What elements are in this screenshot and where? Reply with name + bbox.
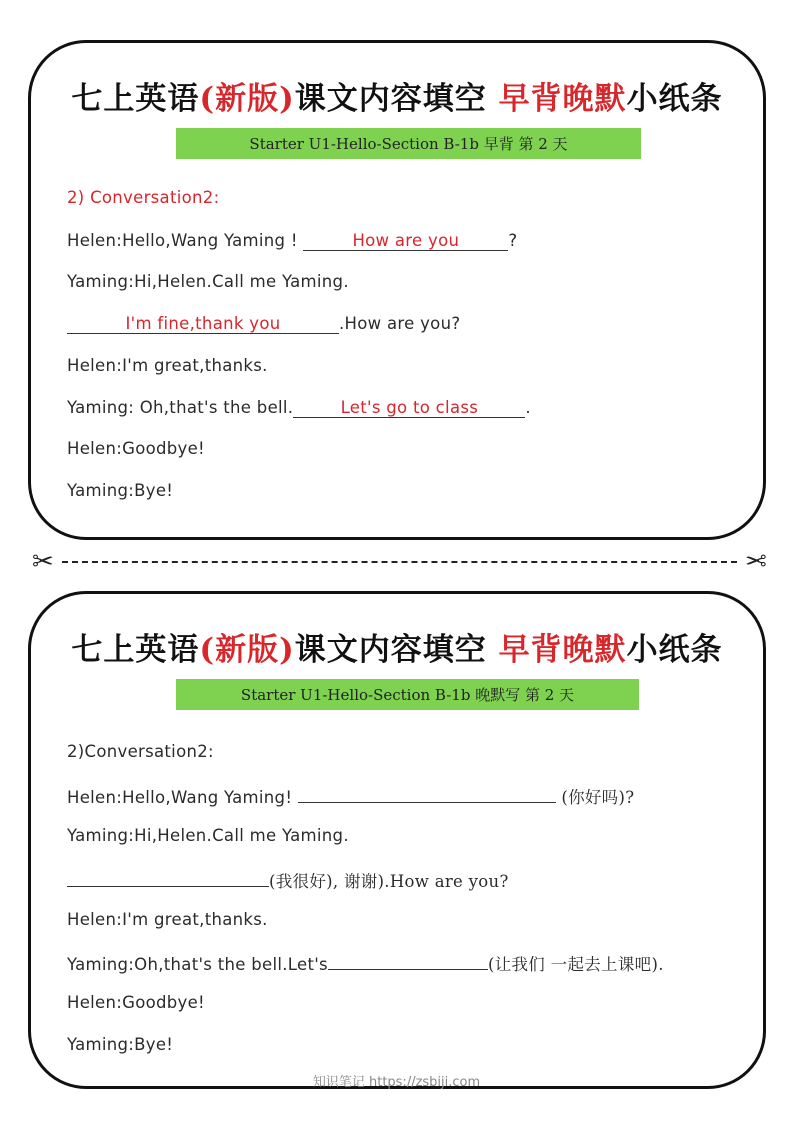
dialogue-line-6: Helen:Goodbye! [67,439,205,458]
dialogue-line-5 [67,951,664,975]
title-paren: (新版) [199,632,295,668]
title-mid: 课文内容填空 [294,81,499,117]
line-suffix: ? [508,231,518,250]
title-main: 七上英语 [71,632,200,668]
cut-line [32,548,767,576]
dialogue-line-4: Helen:I'm great,thanks. [67,356,268,375]
line-suffix: .How are you? [339,314,461,333]
title-end: 小纸条 [626,81,723,117]
chinese-hint: (让我们 一起去上课吧). [487,955,664,974]
answer-blank: Let's go to class [293,399,525,418]
dialogue-line-7: Yaming:Bye! [67,481,174,500]
footer-watermark: 知识笔记 https://zsbiji.com [312,1075,481,1090]
title-red: 早背晚默 [498,81,627,117]
dialogue-line-3 [67,868,509,892]
title-paren: (新版) [199,81,295,117]
dialogue-line-3 [67,314,460,334]
line-text: Yaming: Oh,that's the bell. [67,398,294,417]
line-text: Helen:Hello,Wang Yaming! [67,788,298,807]
section-banner: Starter U1-Hello-Section B-1b 早背 第 2 天 [176,128,641,159]
card-title [31,624,763,669]
dialogue-line-2: Yaming:Hi,Helen.Call me Yaming. [67,272,349,291]
line-text: Helen:Hello,Wang Yaming ! [67,231,304,250]
dialogue-line-1 [67,784,634,808]
line-text: Yaming:Oh,that's the bell.Let's [67,955,328,974]
conversation-heading: 2)Conversation2: [67,742,214,761]
line-suffix: . [525,398,531,417]
answer-blank: How are you [303,232,508,251]
conversation-heading: 2) Conversation2: [67,188,220,207]
card-title [31,73,763,118]
dialogue-line-6: Helen:Goodbye! [67,993,205,1012]
fill-in-blank[interactable] [298,788,556,803]
dashed-divider [62,561,737,563]
dialogue-line-1 [67,231,517,251]
scissors-icon: ✂ [745,547,767,577]
chinese-hint: (我很好), 谢谢).How are you? [269,872,509,891]
fill-in-blank[interactable] [67,872,269,887]
fill-in-blank[interactable] [328,955,488,970]
title-end: 小纸条 [626,632,723,668]
title-mid: 课文内容填空 [294,632,499,668]
morning-card [28,40,766,540]
evening-card [28,591,766,1089]
title-red: 早背晚默 [498,632,627,668]
dialogue-line-5 [67,398,531,418]
section-banner: Starter U1-Hello-Section B-1b 晚默写 第 2 天 [176,679,639,710]
dialogue-line-7: Yaming:Bye! [67,1035,174,1054]
dialogue-line-2: Yaming:Hi,Helen.Call me Yaming. [67,826,349,845]
chinese-hint: (你好吗)? [555,788,635,807]
title-main: 七上英语 [71,81,200,117]
dialogue-line-4: Helen:I'm great,thanks. [67,910,268,929]
answer-blank: I'm fine,thank you [67,315,339,334]
scissors-icon: ✂ [32,547,54,577]
